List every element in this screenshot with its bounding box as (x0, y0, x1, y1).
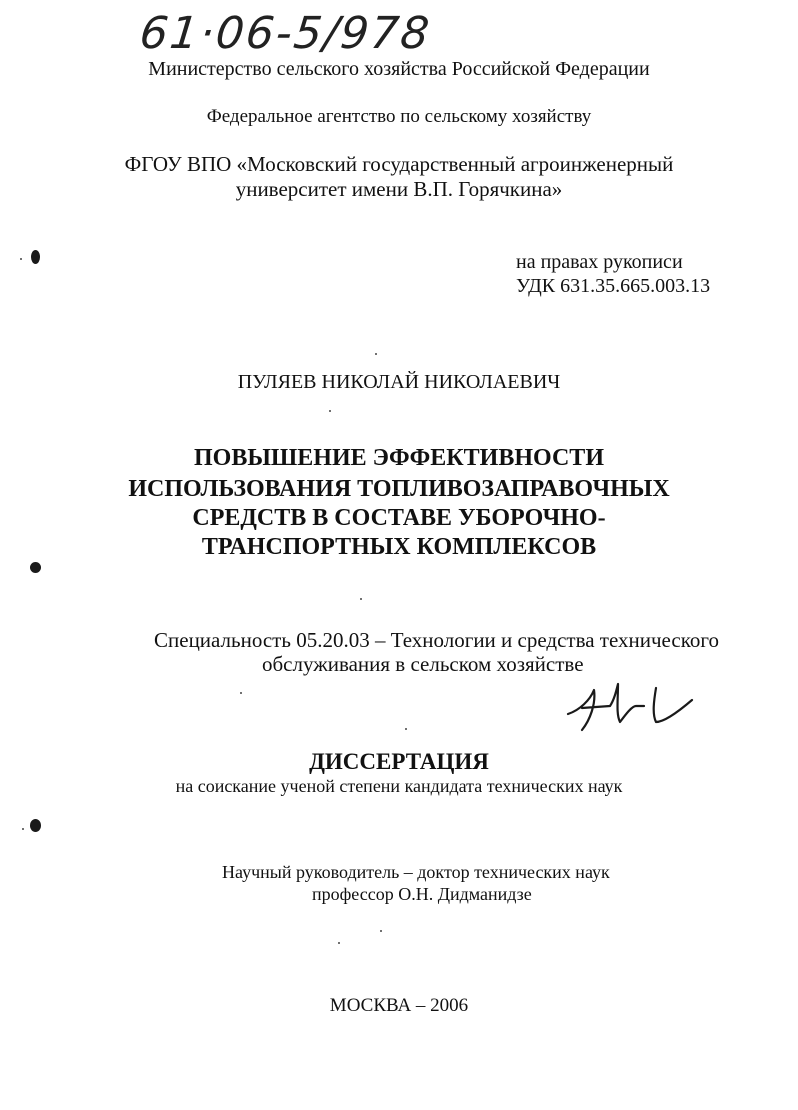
title-line-1: ПОВЫШЕНИЕ ЭФФЕКТИВНОСТИ (194, 445, 604, 471)
scan-speck (329, 410, 331, 412)
specialty-line-2: обслуживания в сельском хозяйстве (262, 652, 584, 676)
scan-speck (360, 598, 362, 600)
scan-speck (405, 728, 407, 730)
university-line-1: ФГОУ ВПО «Московский государственный агроинженерный (124, 152, 674, 176)
scan-speck (20, 258, 22, 260)
dissertation-label: ДИССЕРТАЦИЯ (309, 749, 489, 774)
agency-name: Федеральное агентство по сельскому хозяйству (206, 106, 592, 127)
scan-speck (22, 828, 24, 830)
manuscript-rights: на правах рукописи (516, 251, 683, 273)
advisor-line-1: Научный руководитель – доктор технических наук (222, 862, 610, 882)
author-signature (560, 670, 700, 740)
specialty-line-1: Специальность 05.20.03 – Технологии и средства технического (154, 628, 719, 652)
scan-speck (375, 353, 377, 355)
binding-mark (31, 250, 40, 264)
archive-number: 61·06-5/978 (137, 8, 434, 59)
binding-mark (30, 562, 41, 573)
title-line-2: ИСПОЛЬЗОВАНИЯ ТОПЛИВОЗАПРАВОЧНЫХ (128, 476, 670, 502)
scan-speck (240, 692, 242, 694)
degree-line: на соискание ученой степени кандидата технических наук (175, 776, 623, 796)
scan-speck (380, 930, 382, 932)
ministry-name: Министерство сельского хозяйства Российской Федерации (148, 58, 650, 80)
binding-mark (30, 819, 41, 832)
university-line-2: университет имени В.П. Горячкина» (235, 177, 563, 201)
author-name: ПУЛЯЕВ НИКОЛАЙ НИКОЛАЕВИЧ (237, 371, 561, 393)
title-line-4: ТРАНСПОРТНЫХ КОМПЛЕКСОВ (201, 534, 597, 560)
city-year: МОСКВА – 2006 (329, 995, 469, 1016)
title-line-3: СРЕДСТВ В СОСТАВЕ УБОРОЧНО- (192, 505, 606, 531)
advisor-line-2: профессор О.Н. Дидманидзе (312, 884, 532, 904)
scan-speck (338, 942, 340, 944)
udc-code: УДК 631.35.665.003.13 (516, 275, 711, 297)
